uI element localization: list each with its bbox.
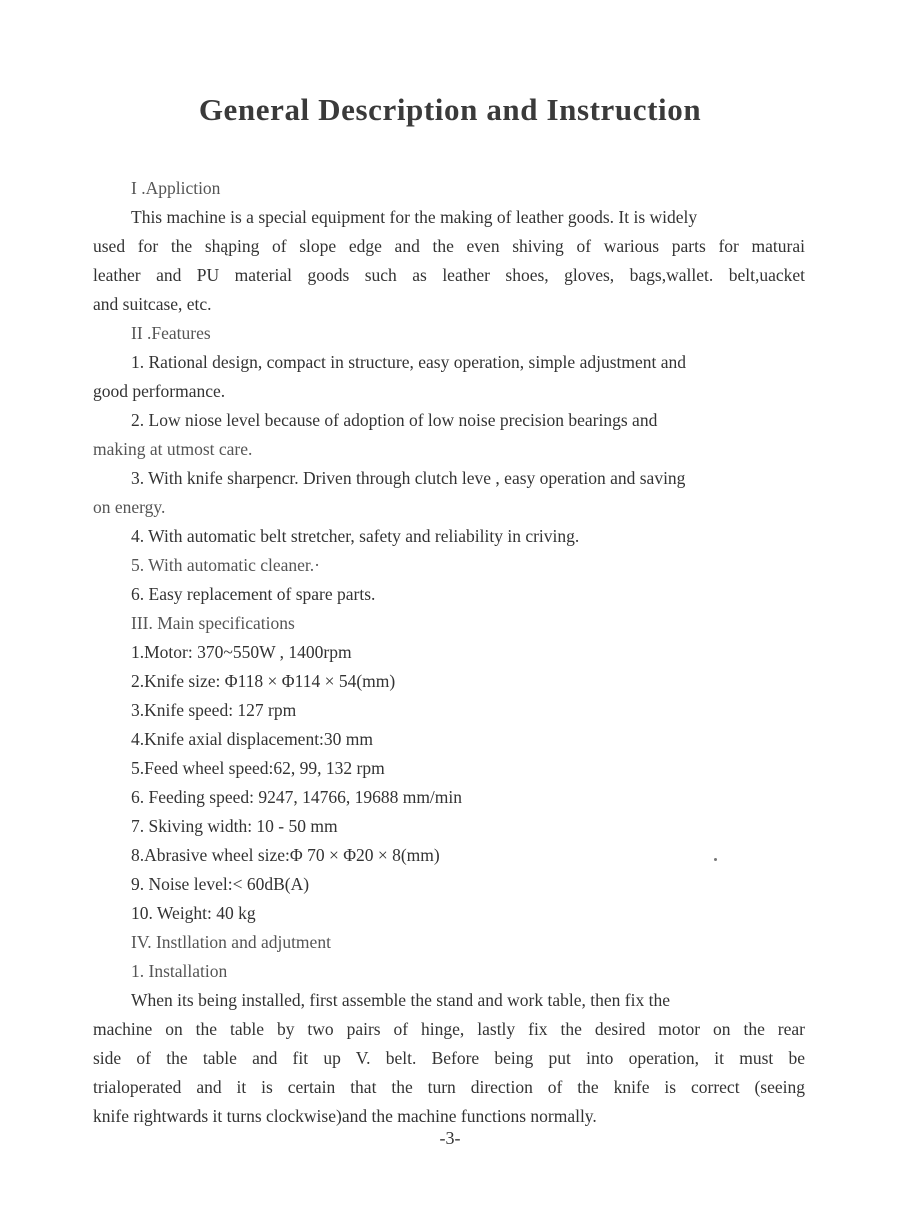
section-heading-features: II .Features (131, 323, 211, 343)
spec-line: 9. Noise level:< 60dB(A) (131, 874, 310, 894)
paragraph-line: side of the table and fit up V. belt. Before being put into operation, it must be (93, 1048, 805, 1068)
spec-line: 2.Knife size: Φ118 × Φ114 × 54(mm) (131, 671, 396, 691)
feature-line: 3. With knife sharpencr. Driven through clutch leve , easy operation and saving (131, 468, 686, 488)
section-heading-specifications: III. Main specifications (131, 613, 295, 633)
paragraph-line: machine on the table by two pairs of hinge, lastly fix the desired motor on the rear (93, 1019, 805, 1039)
spec-line: 10. Weight: 40 kg (131, 903, 256, 923)
section-heading-installation: IV. Instllation and adjutment (131, 932, 331, 952)
paragraph-line: This machine is a special equipment for the making of leather goods. It is widely (131, 207, 698, 227)
spec-line: 8.Abrasive wheel size:Φ 70 × Φ20 × 8(mm) (131, 845, 440, 865)
page-title: General Description and Instruction (198, 92, 702, 127)
spec-line: 5.Feed wheel speed:62, 99, 132 rpm (131, 758, 385, 778)
paragraph-line: When its being installed, first assemble the stand and work table, then fix the (131, 990, 670, 1010)
feature-line: good performance. (93, 381, 226, 401)
paragraph-line: used for the shąping of slope edge and the even shiving of warious parts for maturai (93, 236, 805, 256)
feature-line: 1. Rational design, compact in structure, easy operation, simple adjustment and (131, 352, 687, 372)
spec-line: 6. Feeding speed: 9247, 14766, 19688 mm/min (131, 787, 463, 807)
feature-line: on energy. (93, 497, 166, 517)
spec-line: 7. Skiving width: 10 - 50 mm (131, 816, 338, 836)
feature-line: making at utmost care. (93, 439, 253, 459)
feature-line: 6. Easy replacement of spare parts. (131, 584, 376, 604)
feature-line: 5. With automatic cleaner.· (131, 555, 320, 575)
feature-line: 2. Low niose level because of adoption of low noise precision bearings and (131, 410, 658, 430)
feature-line: 4. With automatic belt stretcher, safety and reliability in criving. (131, 526, 580, 546)
paragraph-line: leather and PU material goods such as leather shoes, gloves, bags,wallet. belt,uacket (93, 265, 805, 285)
page-number: -3- (439, 1128, 461, 1148)
spec-line: 4.Knife axial displacement:30 mm (131, 729, 374, 749)
paragraph-line: and suitcase, etc. (93, 294, 212, 314)
section-heading-application: I .Appliction (131, 178, 221, 198)
subsection-heading-installation: 1. Installation (131, 961, 228, 981)
paragraph-line: trialoperated and it is certain that the turn direction of the knife is correct (seeing (93, 1077, 805, 1097)
scan-speck (714, 858, 717, 861)
spec-line: 1.Motor: 370~550W , 1400rpm (131, 642, 352, 662)
paragraph-line: knife rightwards it turns clockwise)and the machine functions normally. (93, 1106, 597, 1126)
spec-line: 3.Knife speed: 127 rpm (131, 700, 297, 720)
